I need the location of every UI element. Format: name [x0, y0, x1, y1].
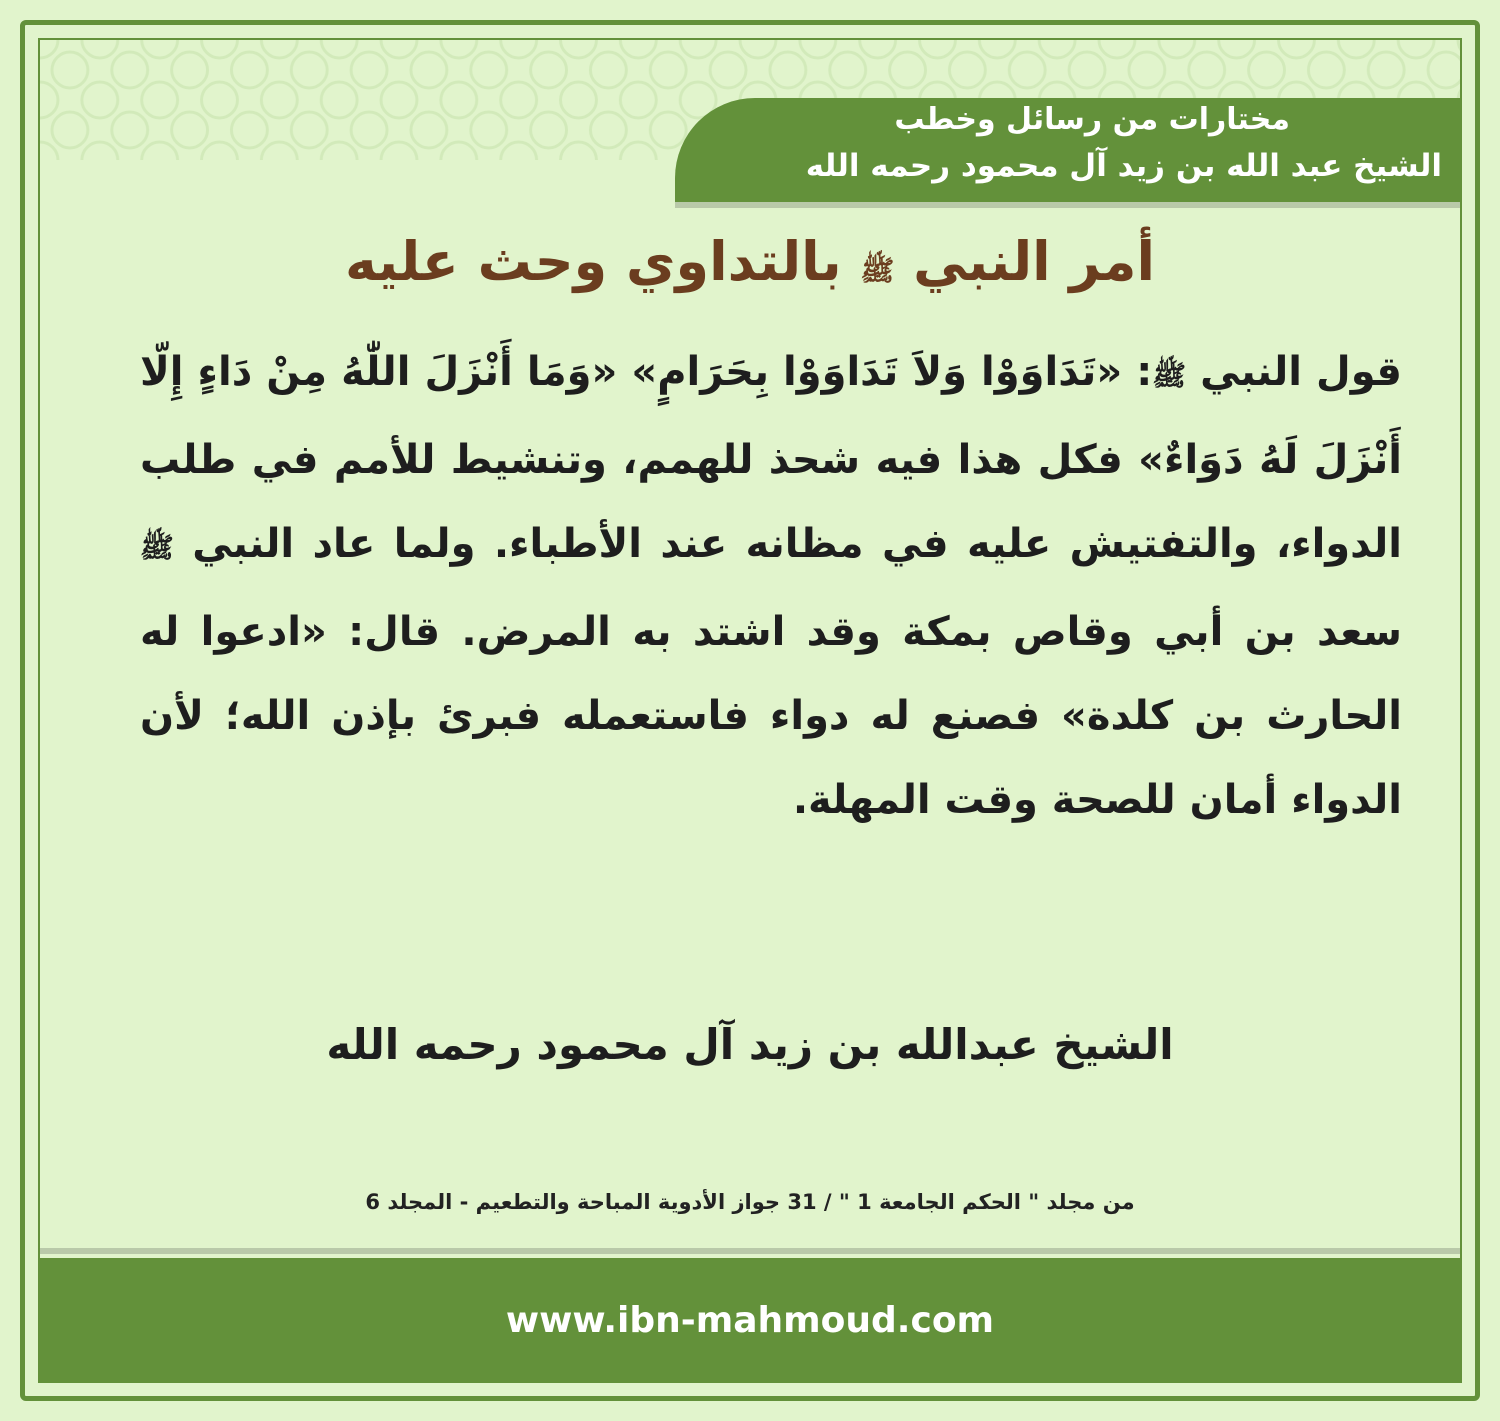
- footer-divider: [40, 1248, 1460, 1254]
- body-part3: سعد بن أبي وقاص بمكة وقد اشتد به المرض. قال: «ادعوا له الحارث بن كلدة» فصنع له دواء فاستعمله فبرئ بإذن الله؛ لأن الدواء أمان للصحة وقت المهلة.: [140, 609, 1402, 823]
- page-title: [40, 230, 1460, 294]
- header-author-name: الشيخ عبد الله بن زيد آل محمود رحمه الله: [805, 148, 1442, 184]
- salawat-glyph: ﷺ: [860, 254, 895, 287]
- title-part1: أمر النبي: [913, 230, 1155, 293]
- salawat-glyph: ﷺ: [1152, 359, 1187, 392]
- author-signature: الشيخ عبدالله بن زيد آل محمود رحمه الله: [326, 1020, 1174, 1069]
- title-part2: بالتداوي وحث عليه: [345, 230, 842, 293]
- source-citation: من مجلد " الحكم الجامعة 1 " / 31 جواز الأدوية المباحة والتطعيم - المجلد 6: [365, 1190, 1135, 1214]
- salawat-glyph: ﷺ: [140, 531, 174, 564]
- website-link[interactable]: www.ibn-mahmoud.com: [505, 1300, 995, 1341]
- body-part1: قول النبي: [1200, 349, 1402, 395]
- header-subtitle: مختارات من رسائل وخطب: [894, 102, 1290, 137]
- content-frame: [38, 38, 1462, 1383]
- header-banner: [675, 98, 1460, 202]
- body-part2: : «تَدَاوَوْا وَلاَ تَدَاوَوْا بِحَرَامٍ» «وَمَا أَنْزَلَ اللّٰهُ مِنْ دَاءٍ إِلّا أَنْزَلَ لَهُ دَوَاءٌ» فكل هذا فيه شحذ للهمم، وتنشيط للأمم في طلب الدواء، والتفتيش عليه في مظانه عند الأطباء. ولما عاد النبي: [140, 349, 1402, 567]
- article-body: [140, 330, 1402, 842]
